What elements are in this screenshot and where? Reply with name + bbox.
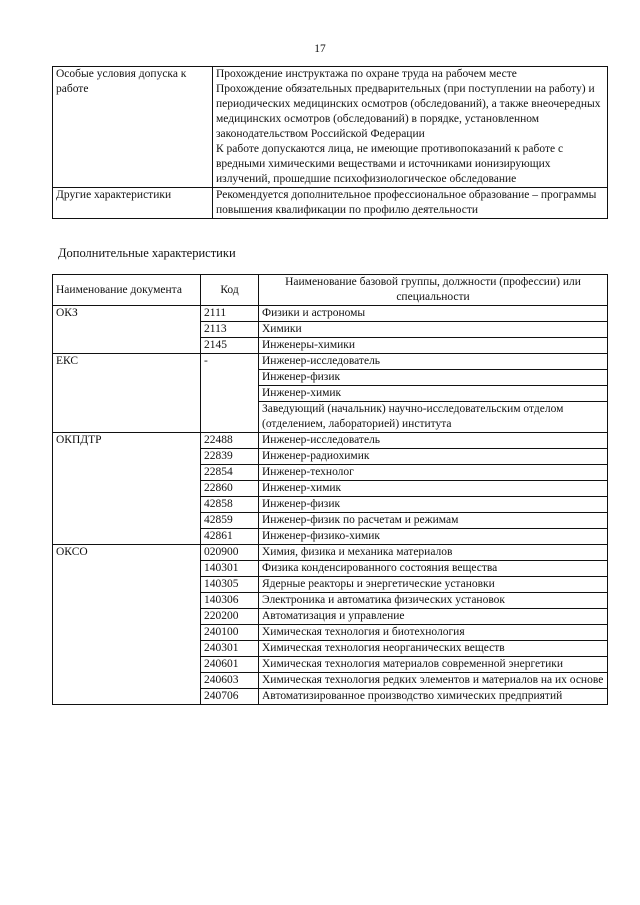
name-cell: Химики	[259, 322, 608, 338]
row-label: Особые условия допуска к работе	[53, 67, 213, 188]
name-cell: Ядерные реакторы и энергетические установки	[259, 577, 608, 593]
document-name-cell: ОКЗ	[53, 306, 201, 354]
code-cell: 22488	[201, 433, 259, 449]
qualification-requirements-table	[52, 66, 608, 219]
name-cell: Заведующий (начальник) научно-исследовательским отделом (отделением, лабораторией) института	[259, 402, 608, 433]
name-cell: Химическая технология и биотехнология	[259, 625, 608, 641]
page-number: 17	[314, 43, 326, 55]
name-cell: Химическая технология редких элементов и материалов на их основе	[259, 673, 608, 689]
column-header: Наименование документа	[53, 275, 201, 306]
name-cell: Инженер-физико-химик	[259, 529, 608, 545]
code-cell: 240100	[201, 625, 259, 641]
code-cell: 240301	[201, 641, 259, 657]
name-cell: Физика конденсированного состояния вещества	[259, 561, 608, 577]
content-line: К работе допускаются лица, не имеющие противопоказаний к работе с вредными химическими веществами и источниками ионизирующих излучений, прошедшие психофизиологическое обследование	[216, 143, 564, 185]
column-header: Наименование базовой группы, должности (профессии) или специальности	[259, 275, 608, 306]
name-cell: Инженер-исследователь	[259, 354, 608, 370]
name-cell: Инженер-химик	[259, 481, 608, 497]
name-cell: Инженер-химик	[259, 386, 608, 402]
table-row	[53, 433, 608, 449]
code-cell: 42861	[201, 529, 259, 545]
document-name-cell: ЕКС	[53, 354, 201, 433]
name-cell: Автоматизация и управление	[259, 609, 608, 625]
name-cell: Инженер-физик по расчетам и режимам	[259, 513, 608, 529]
code-cell: 42858	[201, 497, 259, 513]
code-cell: 140306	[201, 593, 259, 609]
code-cell: 220200	[201, 609, 259, 625]
section-heading: Дополнительные характеристики	[58, 246, 236, 260]
row-content	[213, 188, 608, 219]
row-content	[213, 67, 608, 188]
name-cell: Инженер-физик	[259, 370, 608, 386]
name-cell: Химическая технология материалов современной энергетики	[259, 657, 608, 673]
content-line: Рекомендуется дополнительное профессиональное образование – программы повышения квалификации по профилю деятельности	[216, 189, 597, 216]
table-header-row	[53, 275, 608, 306]
code-cell: 22839	[201, 449, 259, 465]
code-cell: 2145	[201, 338, 259, 354]
name-cell: Автоматизированное производство химических предприятий	[259, 689, 608, 705]
code-cell: 240601	[201, 657, 259, 673]
table-row	[53, 354, 608, 370]
additional-characteristics-table	[52, 274, 608, 705]
name-cell: Инженер-исследователь	[259, 433, 608, 449]
code-cell: -	[201, 354, 259, 433]
code-cell: 2113	[201, 322, 259, 338]
content-line: Прохождение инструктажа по охране труда на рабочем месте	[216, 68, 517, 80]
name-cell: Электроника и автоматика физических установок	[259, 593, 608, 609]
code-cell: 240706	[201, 689, 259, 705]
code-cell: 42859	[201, 513, 259, 529]
column-header: Код	[201, 275, 259, 306]
table-row	[53, 188, 608, 219]
content-line: Прохождение обязательных предварительных (при поступлении на работу) и периодических медицинских осмотров (обследований), а также внеочередных медицинских осмотров (обследований) в порядке, установленном законодательством Российской Федерации	[216, 83, 601, 140]
code-cell: 2111	[201, 306, 259, 322]
name-cell: Химия, физика и механика материалов	[259, 545, 608, 561]
name-cell: Инженер-физик	[259, 497, 608, 513]
code-cell: 140301	[201, 561, 259, 577]
code-cell: 020900	[201, 545, 259, 561]
row-label: Другие характеристики	[53, 188, 213, 219]
code-cell: 22854	[201, 465, 259, 481]
name-cell: Физики и астрономы	[259, 306, 608, 322]
table-row	[53, 545, 608, 561]
code-cell: 240603	[201, 673, 259, 689]
name-cell: Инженер-радиохимик	[259, 449, 608, 465]
name-cell: Инженеры-химики	[259, 338, 608, 354]
name-cell: Инженер-технолог	[259, 465, 608, 481]
document-name-cell: ОКСО	[53, 545, 201, 705]
name-cell: Химическая технология неорганических веществ	[259, 641, 608, 657]
document-name-cell: ОКПДТР	[53, 433, 201, 545]
code-cell: 22860	[201, 481, 259, 497]
code-cell: 140305	[201, 577, 259, 593]
table-row	[53, 306, 608, 322]
table-row	[53, 67, 608, 188]
